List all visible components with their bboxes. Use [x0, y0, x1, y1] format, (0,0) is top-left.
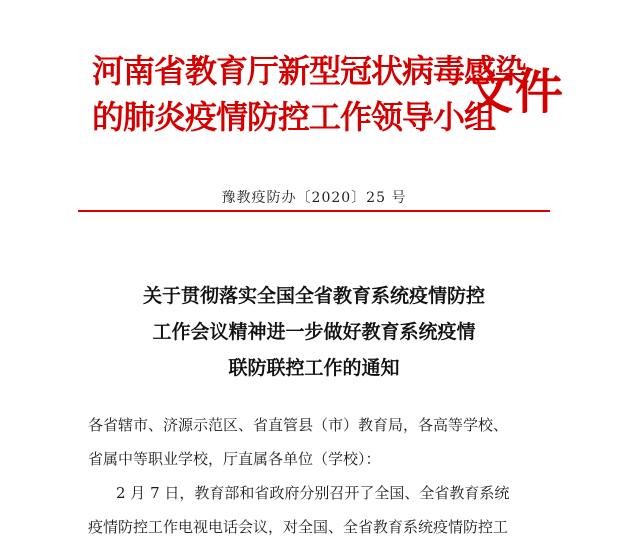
issuer-line-2: 的肺炎疫情防控工作领导小组 [92, 98, 496, 136]
issuer-name [92, 48, 526, 140]
paragraph-line-2: 疫情防控工作电视电话会议，对全国、全省教育系统疫情防控工 [88, 518, 509, 536]
paragraph-line-1: 2 月 7 日，教育部和省政府分别召开了全国、全省教育系统 [116, 484, 510, 502]
document-mark: 文件 [465, 64, 566, 120]
issuer-line-1: 河南省教育厅新型冠状病毒感染 [92, 52, 527, 90]
notice-title [0, 278, 628, 386]
addressee-line-1: 各省辖市、济源示范区、省直管县（市）教育局，各高等学校、 [88, 416, 509, 434]
title-line-2: 工作会议精神进一步做好教育系统疫情 [152, 321, 476, 343]
title-line-3: 联防联控工作的通知 [228, 357, 400, 379]
document-header [0, 0, 628, 175]
document-number: 豫教疫防办〔2020〕25 号 [221, 190, 407, 206]
red-divider-line [78, 210, 550, 212]
notice-body [88, 408, 558, 544]
title-line-1: 关于贯彻落实全国全省教育系统疫情防控 [142, 285, 485, 307]
addressee-line-2: 省属中等职业学校，厅直属各单位（学校）： [88, 450, 381, 468]
